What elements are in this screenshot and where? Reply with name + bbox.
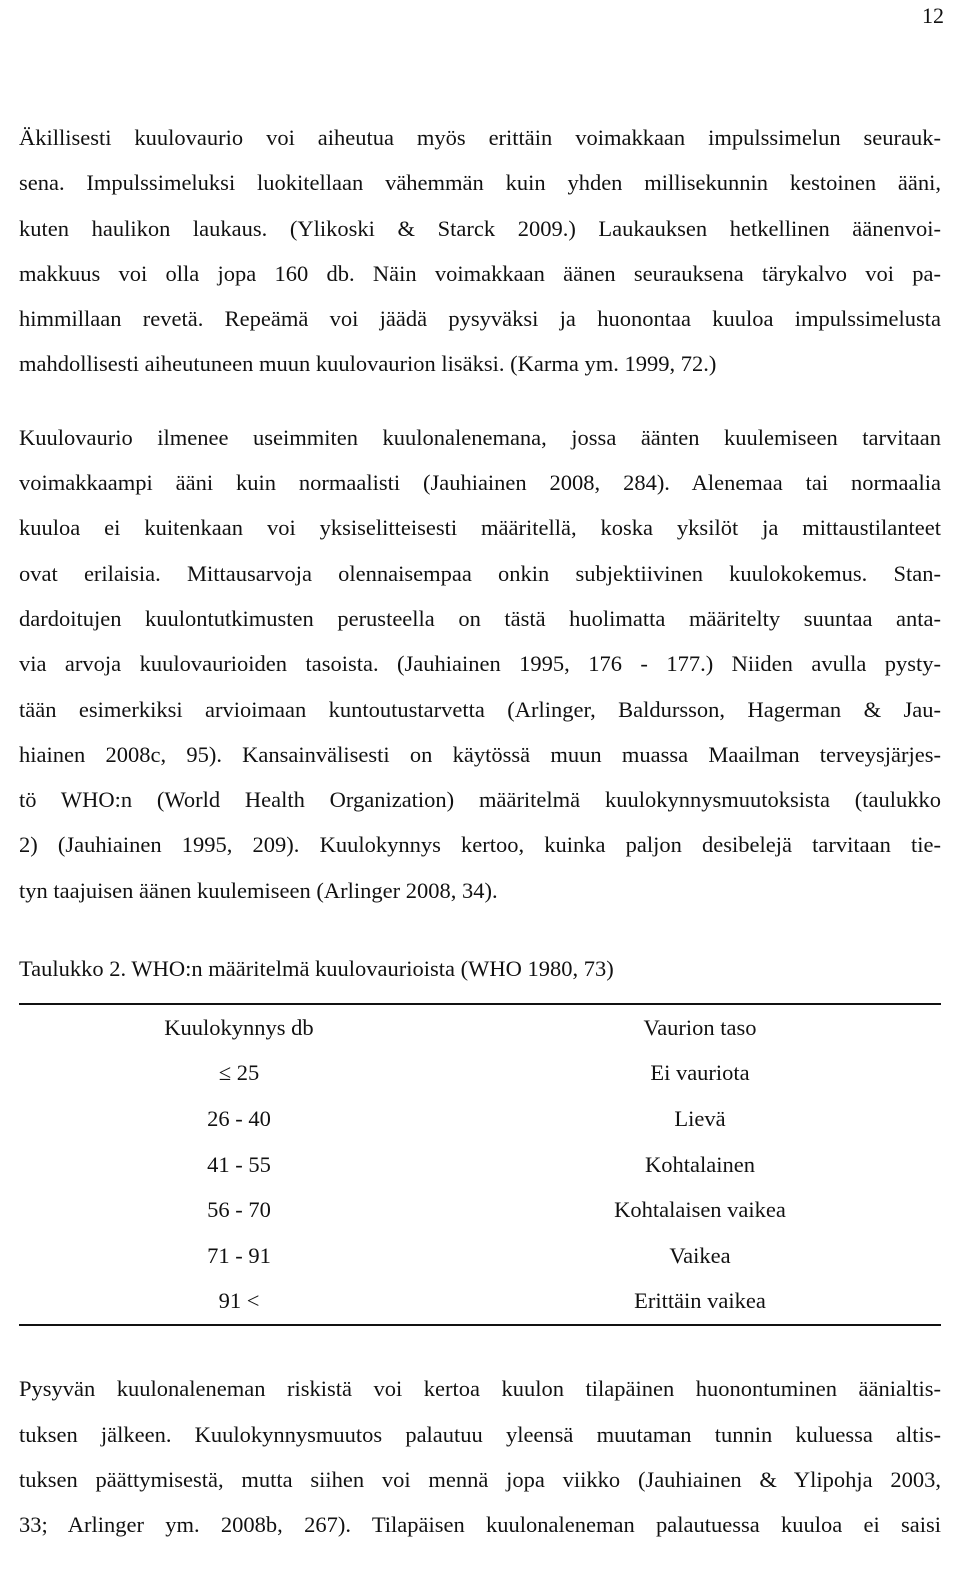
table-row xyxy=(19,1279,941,1326)
threshold-cell: 26 - 40 xyxy=(207,1106,271,1132)
document-body xyxy=(19,115,941,1547)
table-row xyxy=(19,1187,941,1233)
column-header-threshold: Kuulokynnys db xyxy=(164,1014,314,1040)
column-header-severity: Vaurion taso xyxy=(643,1014,757,1040)
severity-cell: Kohtalainen xyxy=(645,1151,755,1177)
severity-cell: Ei vauriota xyxy=(650,1060,750,1086)
text-line: Äkillisesti kuulovaurio voi aiheutua myös erittäin voimakkaan impulssimelun seurauk- xyxy=(19,125,941,150)
severity-cell: Kohtalaisen vaikea xyxy=(614,1197,786,1223)
severity-cell: Erittäin vaikea xyxy=(634,1288,766,1314)
text-line: tuksen jälkeen. Kuulokynnysmuutos palautuu yleensä muutaman tunnin kuluessa altis- xyxy=(19,1421,941,1447)
text-line: voimakkaampi ääni kuin normaalisti (Jauhiainen 2008, 284). Alenemaa tai normaalia xyxy=(19,470,941,496)
table-row xyxy=(19,1142,941,1188)
paragraph-impulse-noise xyxy=(19,115,941,387)
text-line: dardoitujen kuulontutkimusten perusteella on tästä huolimatta määritelty suuntaa anta- xyxy=(19,605,941,631)
text-line: kuten haulikon laukaus. (Ylikoski & Starck 2009.) Laukauksen hetkellinen äänenvoi- xyxy=(19,215,941,241)
text-line: via arvoja kuulovaurioiden tasoista. (Jauhiainen 1995, 176 - 177.) Niiden avulla pysty- xyxy=(19,651,941,677)
table-header-row xyxy=(19,1004,941,1051)
paragraph-hearing-loss xyxy=(19,415,941,913)
text-line: tyn taajuisen äänen kuulemiseen (Arlinger 2008, 34). xyxy=(19,877,498,903)
text-line: hiainen 2008c, 95). Kansainvälisesti on käytössä muun muassa Maailman terveysjärjes- xyxy=(19,741,941,767)
text-line: ovat erilaisia. Mittausarvoja olennaisempaa onkin subjektiivinen kuulokokemus. Stan- xyxy=(19,560,941,586)
table-row xyxy=(19,1096,941,1142)
who-hearing-loss-table xyxy=(19,1003,941,1326)
text-line: Pysyvän kuulonaleneman riskistä voi kertoa kuulon tilapäinen huonontuminen äänialtis- xyxy=(19,1376,941,1402)
threshold-cell: 71 - 91 xyxy=(207,1242,271,1268)
text-line: tään esimerkiksi arvioimaan kuntoutustarvetta (Arlinger, Baldursson, Hagerman & Jau- xyxy=(19,696,941,722)
text-line: Kuulovaurio ilmenee useimmiten kuulonalenemana, jossa äänten kuulemiseen tarvitaan xyxy=(19,424,941,450)
threshold-cell: ≤ 25 xyxy=(218,1060,260,1086)
table-row xyxy=(19,1051,941,1097)
severity-cell: Lievä xyxy=(674,1106,726,1132)
text-line: tuksen päättymisestä, mutta siihen voi mennä jopa viikko (Jauhiainen & Ylipohja 2003, xyxy=(19,1466,941,1492)
table-caption: Taulukko 2. WHO:n määritelmä kuulovaurioista (WHO 1980, 73) xyxy=(19,956,614,982)
text-line: 2) (Jauhiainen 1995, 209). Kuulokynnys kertoo, kuinka paljon desibelejä tarvitaan tie- xyxy=(19,832,941,858)
threshold-cell: 41 - 55 xyxy=(207,1151,271,1177)
threshold-cell: 56 - 70 xyxy=(207,1197,271,1223)
text-line: tö WHO:n (World Health Organization) määritelmä kuulokynnysmuutoksista (taulukko xyxy=(19,787,941,813)
text-line: kuuloa ei kuitenkaan voi yksiselitteisesti määritellä, koska yksilöt ja mittaustilanteet xyxy=(19,515,941,541)
text-line: mahdollisesti aiheutuneen muun kuulovaurion lisäksi. (Karma ym. 1999, 72.) xyxy=(19,351,717,377)
page-number: 12 xyxy=(922,3,944,28)
severity-cell: Vaikea xyxy=(669,1242,731,1268)
threshold-cell: 91 < xyxy=(218,1288,260,1314)
text-line: sena. Impulssimeluksi luokitellaan vähemmän kuin yhden millisekunnin kestoinen ääni, xyxy=(19,170,941,196)
paragraph-temporary-loss xyxy=(19,1366,941,1547)
text-line: 33; Arlinger ym. 2008b, 267). Tilapäisen kuulonaleneman palautuessa kuuloa ei saisi xyxy=(19,1512,941,1538)
text-line: makkuus voi olla jopa 160 db. Näin voimakkaan äänen seurauksena tärykalvo voi pa- xyxy=(19,260,941,286)
text-line: himmillaan revetä. Repeämä voi jäädä pysyväksi ja huonontaa kuuloa impulssimelusta xyxy=(19,306,941,332)
table-row xyxy=(19,1233,941,1279)
